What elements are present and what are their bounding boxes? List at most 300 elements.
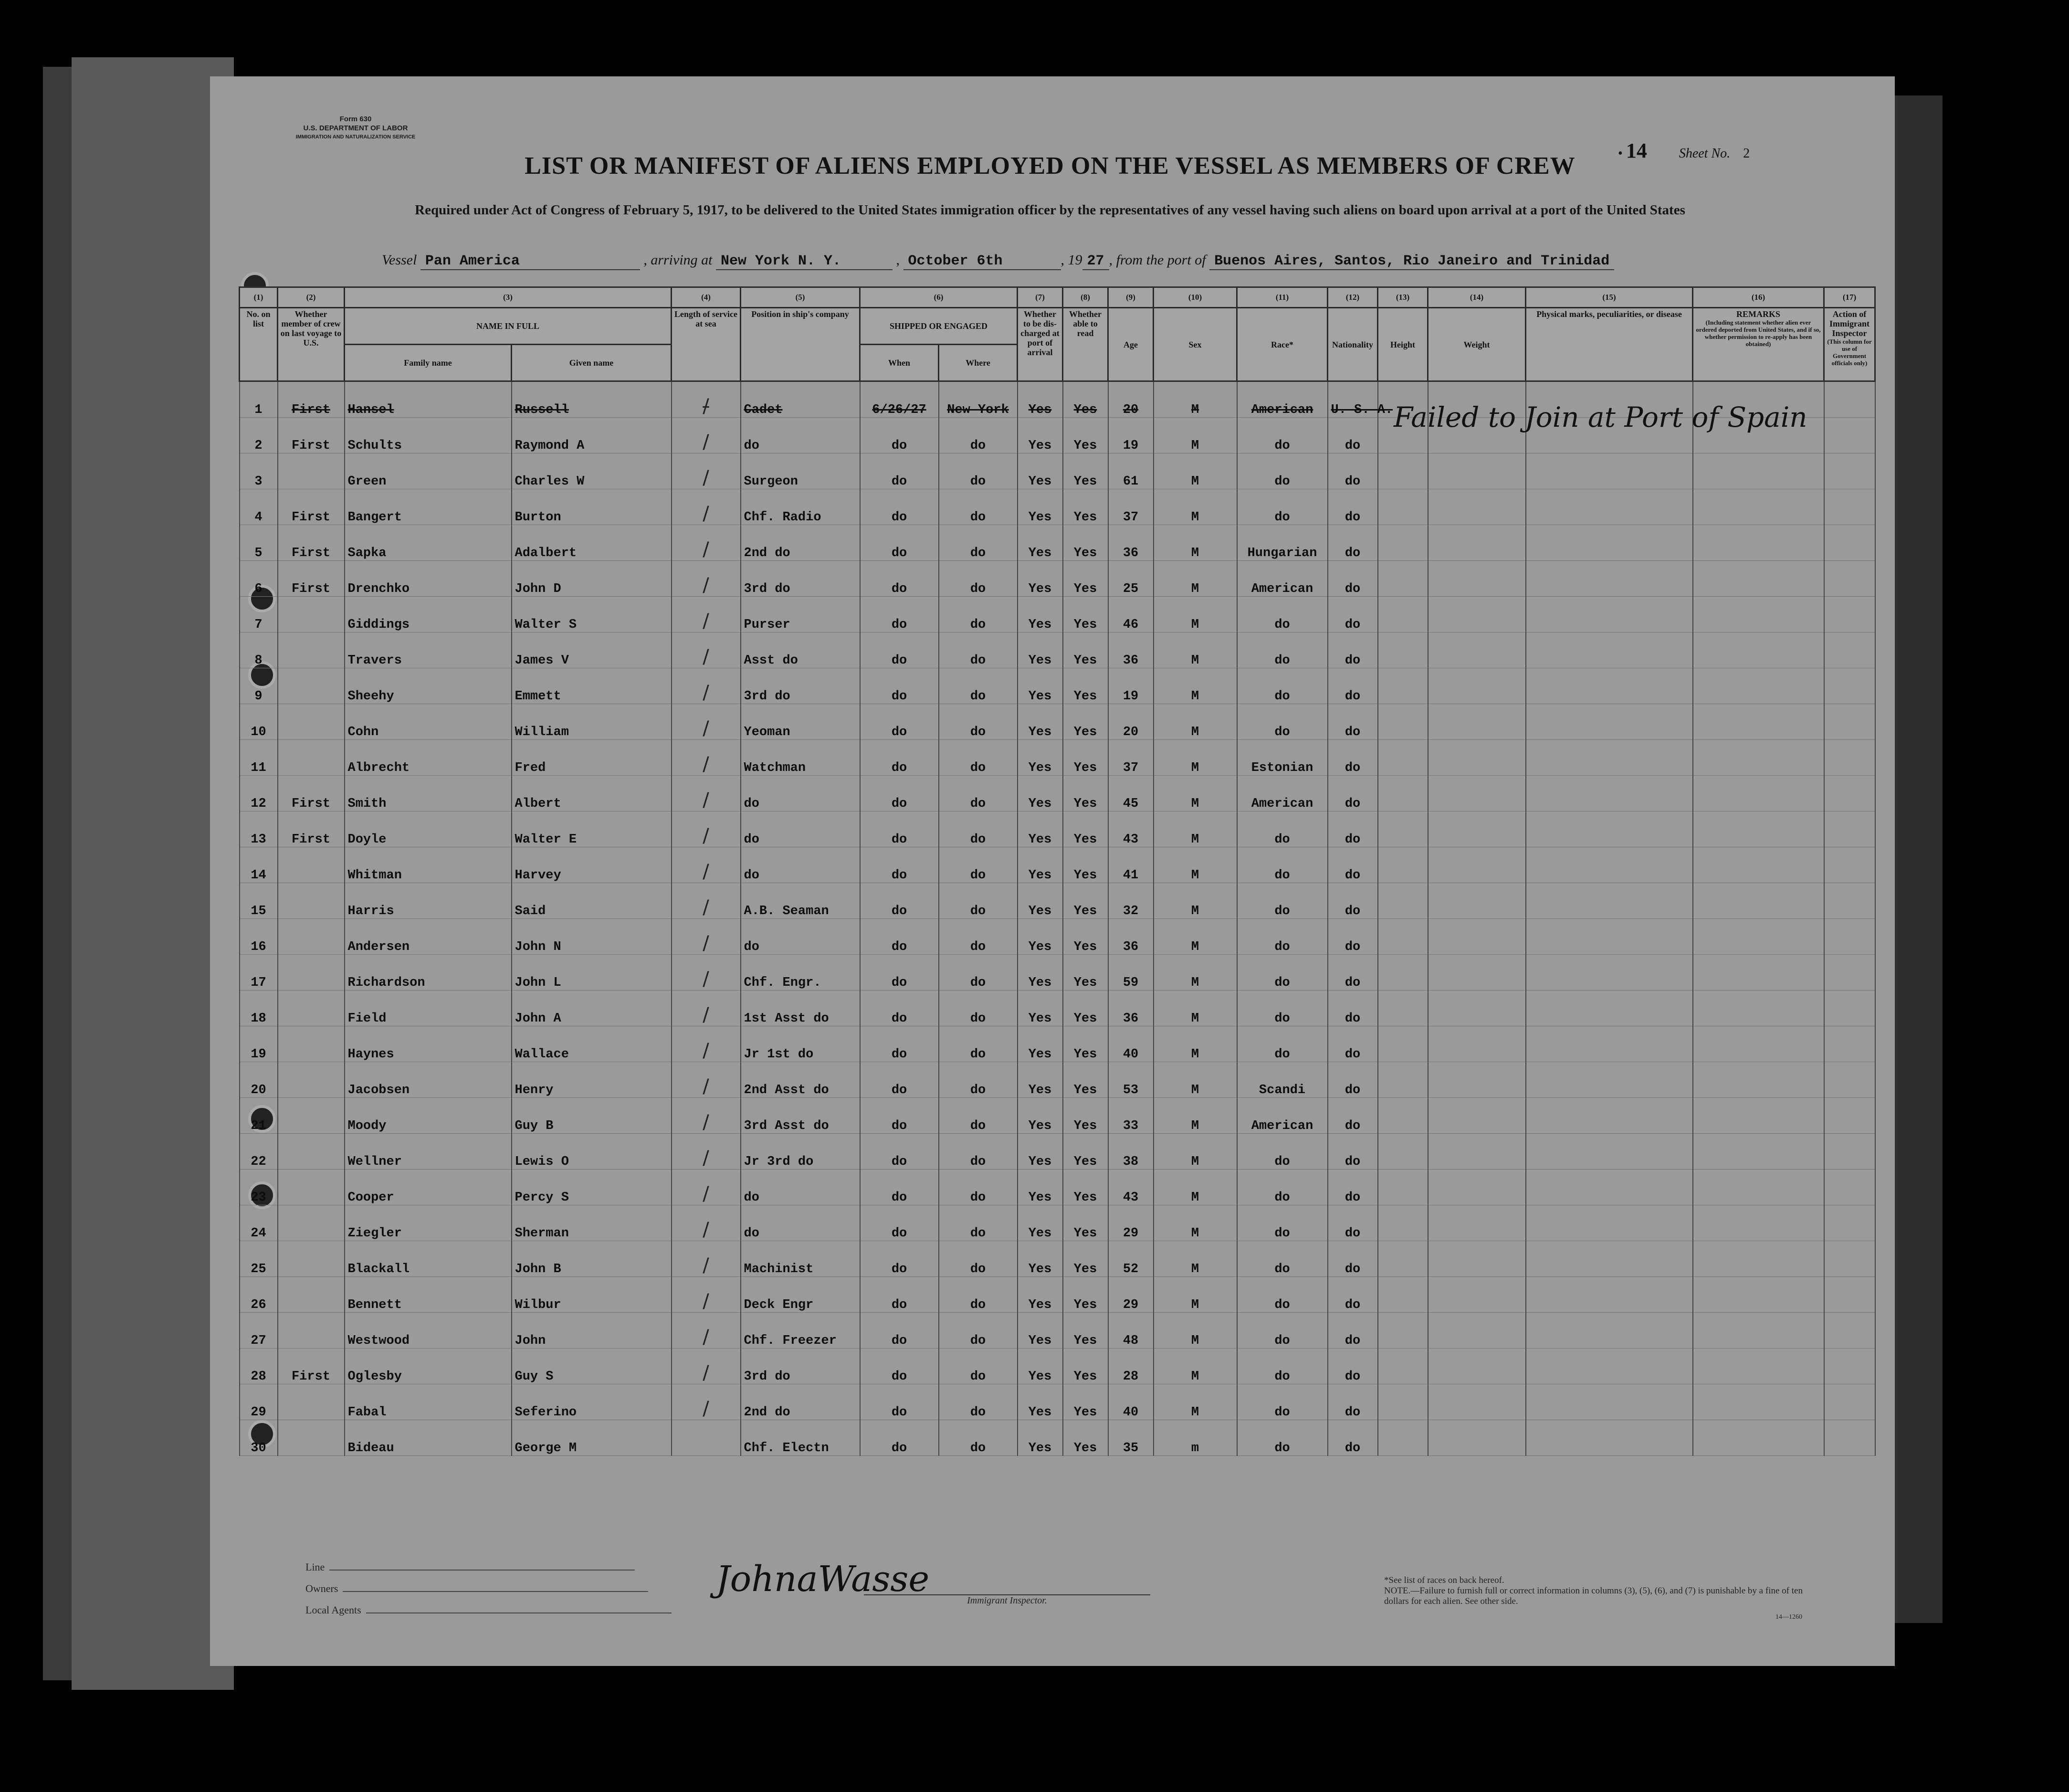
weight: [1428, 525, 1526, 561]
age: 36: [1108, 991, 1154, 1026]
service-mark: /: [672, 1098, 741, 1134]
given-name: John: [512, 1313, 672, 1349]
discharged: Yes: [1018, 847, 1063, 883]
family-name: Blackall: [345, 1241, 512, 1277]
service-mark: /: [672, 1313, 741, 1349]
height: [1378, 1098, 1428, 1134]
year-prefix: 19: [1068, 252, 1082, 268]
family-name: Sapka: [345, 525, 512, 561]
form-number: Form 630: [339, 115, 372, 123]
shipped-where: do: [939, 418, 1018, 453]
height: [1378, 883, 1428, 919]
weight: [1428, 1384, 1526, 1420]
given-name: Fred: [512, 740, 672, 776]
shipped-where: do: [939, 1062, 1018, 1098]
last-voyage: [278, 1313, 345, 1349]
able-to-read: Yes: [1063, 597, 1108, 632]
given-name: John D: [512, 561, 672, 597]
given-name: Harvey: [512, 847, 672, 883]
table-row: [240, 919, 1875, 955]
given-name: Russell: [512, 381, 672, 418]
age: 20: [1108, 704, 1154, 740]
position: do: [741, 1205, 860, 1241]
sex: M: [1154, 919, 1237, 955]
table-row: [240, 1241, 1875, 1277]
sex: M: [1154, 776, 1237, 812]
given-name: Henry: [512, 1062, 672, 1098]
family-name: Fabal: [345, 1384, 512, 1420]
shipped-when: do: [860, 1170, 939, 1205]
form-header: [277, 115, 434, 142]
position: do: [741, 919, 860, 955]
position: A.B. Seaman: [741, 883, 860, 919]
nationality: do: [1328, 1098, 1378, 1134]
able-to-read: Yes: [1063, 776, 1108, 812]
able-to-read: Yes: [1063, 1205, 1108, 1241]
action-note: (This column for use of Government officials only): [1827, 338, 1872, 367]
family-name: Drenchko: [345, 561, 512, 597]
sex: M: [1154, 1277, 1237, 1313]
remarks: [1693, 1062, 1824, 1098]
nationality: do: [1328, 1384, 1378, 1420]
table-row: [240, 1349, 1875, 1384]
remarks: [1693, 1026, 1824, 1062]
vessel-name: Pan America: [420, 253, 640, 270]
col-num: (13): [1378, 287, 1428, 308]
age: 53: [1108, 1062, 1154, 1098]
last-voyage: [278, 991, 345, 1026]
page-title: LIST OR MANIFEST OF ALIENS EMPLOYED ON THE VESSEL AS MEMBERS OF CREW: [525, 152, 1575, 179]
last-voyage: [278, 1277, 345, 1313]
last-voyage: [278, 847, 345, 883]
last-voyage: First: [278, 381, 345, 418]
discharged: Yes: [1018, 1205, 1063, 1241]
service-mark: /: [672, 704, 741, 740]
nationality: do: [1328, 453, 1378, 489]
family-name: Field: [345, 991, 512, 1026]
family-name: Harris: [345, 883, 512, 919]
inspector-action: [1824, 1170, 1875, 1205]
action-title: Action of Immigrant Inspector: [1829, 309, 1870, 338]
weight: [1428, 489, 1526, 525]
physical-marks: [1526, 1062, 1693, 1098]
remarks: [1693, 489, 1824, 525]
last-voyage: [278, 1205, 345, 1241]
binder-strip: [72, 57, 234, 1690]
sex: M: [1154, 597, 1237, 632]
from-port: Buenos Aires, Santos, Rio Janeiro and Trinidad: [1209, 253, 1614, 270]
col-physical: Physical marks, peculiarities, or disease: [1526, 308, 1693, 381]
age: 46: [1108, 597, 1154, 632]
weight: [1428, 1170, 1526, 1205]
given-name: John N: [512, 919, 672, 955]
position: 3rd do: [741, 668, 860, 704]
last-voyage: [278, 597, 345, 632]
position: Watchman: [741, 740, 860, 776]
service-mark: /: [672, 1062, 741, 1098]
last-voyage: [278, 453, 345, 489]
given-name: Walter E: [512, 812, 672, 847]
service-mark: /: [672, 597, 741, 632]
inspector-action: [1824, 489, 1875, 525]
shipped-where: do: [939, 1384, 1018, 1420]
sex: M: [1154, 812, 1237, 847]
race: do: [1237, 418, 1328, 453]
able-to-read: Yes: [1063, 883, 1108, 919]
col-discharged: Whether to be dis-charged at port of arrival: [1018, 308, 1063, 381]
given-name: Lewis O: [512, 1134, 672, 1170]
race: do: [1237, 1170, 1328, 1205]
weight: [1428, 1205, 1526, 1241]
col-num: (12): [1328, 287, 1378, 308]
position: 3rd Asst do: [741, 1098, 860, 1134]
shipped-when: do: [860, 632, 939, 668]
table-row: [240, 525, 1875, 561]
shipped-where: do: [939, 597, 1018, 632]
position: Jr 1st do: [741, 1026, 860, 1062]
position: Deck Engr: [741, 1277, 860, 1313]
col-last-voyage: Whether member of crew on last voyage to U.S.: [278, 308, 345, 381]
height: [1378, 525, 1428, 561]
able-to-read: Yes: [1063, 919, 1108, 955]
remarks: [1693, 991, 1824, 1026]
footer-notes: [1384, 1575, 1828, 1607]
height: [1378, 1205, 1428, 1241]
inspector-action: [1824, 776, 1875, 812]
service-mark: /: [672, 776, 741, 812]
given-name: Raymond A: [512, 418, 672, 453]
shipped-where: do: [939, 847, 1018, 883]
given-name: George M: [512, 1420, 672, 1456]
service-mark: /: [672, 812, 741, 847]
able-to-read: Yes: [1063, 847, 1108, 883]
discharged: Yes: [1018, 561, 1063, 597]
inspector-action: [1824, 704, 1875, 740]
discharged: Yes: [1018, 1277, 1063, 1313]
race: do: [1237, 991, 1328, 1026]
family-name: Richardson: [345, 955, 512, 991]
shipped-where: do: [939, 883, 1018, 919]
remarks: [1693, 1170, 1824, 1205]
race: do: [1237, 704, 1328, 740]
physical-marks: [1526, 776, 1693, 812]
position: Machinist: [741, 1241, 860, 1277]
family-name: Travers: [345, 632, 512, 668]
given-name: John A: [512, 991, 672, 1026]
table-row: [240, 632, 1875, 668]
age: 29: [1108, 1205, 1154, 1241]
last-voyage: [278, 1384, 345, 1420]
last-voyage: First: [278, 561, 345, 597]
service-mark: /: [672, 883, 741, 919]
nationality: do: [1328, 1062, 1378, 1098]
shipped-when: do: [860, 418, 939, 453]
from-label: , from the port of: [1109, 252, 1206, 268]
inspector-action: [1824, 812, 1875, 847]
remarks: [1693, 1241, 1824, 1277]
race: American: [1237, 381, 1328, 418]
discharged: Yes: [1018, 418, 1063, 453]
row-number: 17: [240, 955, 278, 991]
shipped-when: do: [860, 1349, 939, 1384]
shipped-when: do: [860, 561, 939, 597]
age: 36: [1108, 632, 1154, 668]
nationality: do: [1328, 740, 1378, 776]
table-row: [240, 1026, 1875, 1062]
weight: [1428, 597, 1526, 632]
height: [1378, 740, 1428, 776]
discharged: Yes: [1018, 1170, 1063, 1205]
discharged: Yes: [1018, 1349, 1063, 1384]
service-mark: /: [672, 991, 741, 1026]
inspector-action: [1824, 1026, 1875, 1062]
physical-marks: [1526, 812, 1693, 847]
col-action: [1824, 308, 1875, 381]
remarks: [1693, 1134, 1824, 1170]
position: do: [741, 1170, 860, 1205]
table-row: [240, 1098, 1875, 1134]
shipped-when: do: [860, 919, 939, 955]
shipped-when: do: [860, 955, 939, 991]
age: 28: [1108, 1349, 1154, 1384]
height: [1378, 847, 1428, 883]
service-mark: /: [672, 1026, 741, 1062]
department: U.S. DEPARTMENT OF LABOR: [303, 124, 408, 132]
sex: M: [1154, 991, 1237, 1026]
stamp-number: 14: [1626, 139, 1647, 162]
col-num: (10): [1154, 287, 1237, 308]
race: American: [1237, 561, 1328, 597]
col-position: Position in ship's company: [741, 308, 860, 381]
nationality: do: [1328, 489, 1378, 525]
nationality: do: [1328, 1170, 1378, 1205]
position: Chf. Radio: [741, 489, 860, 525]
service-mark: /: [672, 1349, 741, 1384]
weight: [1428, 704, 1526, 740]
nationality: do: [1328, 1313, 1378, 1349]
shipped-when: do: [860, 668, 939, 704]
shipped-where: do: [939, 1241, 1018, 1277]
discharged: Yes: [1018, 381, 1063, 418]
col-num: (2): [278, 287, 345, 308]
table-row: [240, 704, 1875, 740]
row-number: 8: [240, 632, 278, 668]
given-name: Walter S: [512, 597, 672, 632]
service-mark: /: [672, 632, 741, 668]
physical-marks: [1526, 1241, 1693, 1277]
service-mark: /: [672, 955, 741, 991]
table-row: [240, 1277, 1875, 1313]
row-number: 24: [240, 1205, 278, 1241]
shipped-when: 6/26/27: [860, 381, 939, 418]
age: 37: [1108, 489, 1154, 525]
discharged: Yes: [1018, 632, 1063, 668]
family-name: Haynes: [345, 1026, 512, 1062]
sex: m: [1154, 1420, 1237, 1456]
discharged: Yes: [1018, 1313, 1063, 1349]
row-number: 12: [240, 776, 278, 812]
last-voyage: First: [278, 525, 345, 561]
shipped-where: do: [939, 740, 1018, 776]
shipped-when: do: [860, 597, 939, 632]
physical-marks: [1526, 1349, 1693, 1384]
race: do: [1237, 1313, 1328, 1349]
nationality: do: [1328, 847, 1378, 883]
row-number: 23: [240, 1170, 278, 1205]
owners-blank: [343, 1591, 648, 1592]
position: Yeoman: [741, 704, 860, 740]
shipped-where: do: [939, 1098, 1018, 1134]
last-voyage: First: [278, 776, 345, 812]
position: do: [741, 418, 860, 453]
row-number: 9: [240, 668, 278, 704]
physical-marks: [1526, 1098, 1693, 1134]
shipped-where: do: [939, 1134, 1018, 1170]
col-race: Race*: [1237, 308, 1328, 381]
nationality: do: [1328, 1277, 1378, 1313]
shipped-where: do: [939, 1349, 1018, 1384]
height: [1378, 597, 1428, 632]
service-mark: /: [672, 1241, 741, 1277]
weight: [1428, 812, 1526, 847]
row-number: 3: [240, 453, 278, 489]
sex: M: [1154, 883, 1237, 919]
position: Surgeon: [741, 453, 860, 489]
shipped-where: do: [939, 561, 1018, 597]
weight: [1428, 919, 1526, 955]
last-voyage: [278, 1170, 345, 1205]
table-row: [240, 453, 1875, 489]
race: do: [1237, 632, 1328, 668]
physical-marks: [1526, 847, 1693, 883]
physical-marks: [1526, 1026, 1693, 1062]
race: do: [1237, 919, 1328, 955]
sex: M: [1154, 1205, 1237, 1241]
sex: M: [1154, 1313, 1237, 1349]
race: American: [1237, 776, 1328, 812]
remarks-note: (Including statement whether alien ever ordered deported from United States, and if so, whether permission to re-apply has been obtained): [1696, 319, 1821, 348]
race: do: [1237, 1026, 1328, 1062]
row-number: 18: [240, 991, 278, 1026]
row-number: 11: [240, 740, 278, 776]
age: 61: [1108, 453, 1154, 489]
discharged: Yes: [1018, 525, 1063, 561]
weight: [1428, 1241, 1526, 1277]
table-row: [240, 597, 1875, 632]
remarks: [1693, 704, 1824, 740]
inspector-action: [1824, 1420, 1875, 1456]
height: [1378, 1349, 1428, 1384]
race: Estonian: [1237, 740, 1328, 776]
given-name: Seferino: [512, 1384, 672, 1420]
physical-marks: [1526, 632, 1693, 668]
table-row: [240, 883, 1875, 919]
position: Cadet: [741, 381, 860, 418]
age: 48: [1108, 1313, 1154, 1349]
discharged: Yes: [1018, 704, 1063, 740]
able-to-read: Yes: [1063, 1062, 1108, 1098]
shipped-where: do: [939, 1277, 1018, 1313]
physical-marks: [1526, 740, 1693, 776]
physical-marks: [1526, 919, 1693, 955]
able-to-read: Yes: [1063, 1277, 1108, 1313]
nationality: do: [1328, 955, 1378, 991]
discharged: Yes: [1018, 1134, 1063, 1170]
able-to-read: Yes: [1063, 1026, 1108, 1062]
service: IMMIGRATION AND NATURALIZATION SERVICE: [295, 134, 416, 140]
nationality: do: [1328, 1026, 1378, 1062]
form-code: 14—1260: [1775, 1613, 1802, 1621]
shipped-when: do: [860, 1062, 939, 1098]
last-voyage: [278, 955, 345, 991]
remarks: [1693, 1384, 1824, 1420]
nationality: do: [1328, 418, 1378, 453]
last-voyage: [278, 704, 345, 740]
given-name: William: [512, 704, 672, 740]
height: [1378, 776, 1428, 812]
able-to-read: Yes: [1063, 1384, 1108, 1420]
shipped-where: do: [939, 632, 1018, 668]
row-number: 15: [240, 883, 278, 919]
manifest-rows: [240, 381, 1875, 1456]
nationality: do: [1328, 668, 1378, 704]
weight: [1428, 668, 1526, 704]
table-row: [240, 668, 1875, 704]
last-voyage: [278, 668, 345, 704]
sheet-number: 2: [1743, 146, 1750, 161]
sex: M: [1154, 955, 1237, 991]
given-name: James V: [512, 632, 672, 668]
height: [1378, 453, 1428, 489]
remarks: [1693, 812, 1824, 847]
height: [1378, 1062, 1428, 1098]
height: [1378, 1241, 1428, 1277]
col-nationality: Nationality: [1328, 308, 1378, 381]
sex: M: [1154, 453, 1237, 489]
nationality: do: [1328, 632, 1378, 668]
service-mark: /: [672, 847, 741, 883]
shipped-when: do: [860, 1026, 939, 1062]
able-to-read: Yes: [1063, 740, 1108, 776]
physical-marks: [1526, 525, 1693, 561]
sex: M: [1154, 525, 1237, 561]
weight: [1428, 847, 1526, 883]
weight: [1428, 1026, 1526, 1062]
service-mark: /: [672, 381, 741, 418]
position: 3rd do: [741, 561, 860, 597]
race: do: [1237, 668, 1328, 704]
discharged: Yes: [1018, 776, 1063, 812]
service-mark: /: [672, 1277, 741, 1313]
shipped-where: do: [939, 489, 1018, 525]
shipped-when: do: [860, 453, 939, 489]
height: [1378, 704, 1428, 740]
inspector-action: [1824, 1313, 1875, 1349]
family-name: Andersen: [345, 919, 512, 955]
weight: [1428, 1062, 1526, 1098]
shipped-when: do: [860, 704, 939, 740]
row-number: 26: [240, 1277, 278, 1313]
sex: M: [1154, 740, 1237, 776]
inspector-action: [1824, 1277, 1875, 1313]
family-name: Cooper: [345, 1170, 512, 1205]
row-number: 19: [240, 1026, 278, 1062]
table-row: [240, 1134, 1875, 1170]
able-to-read: Yes: [1063, 812, 1108, 847]
line-field: [305, 1561, 635, 1573]
shipped-when: do: [860, 812, 939, 847]
col-num: (9): [1108, 287, 1154, 308]
